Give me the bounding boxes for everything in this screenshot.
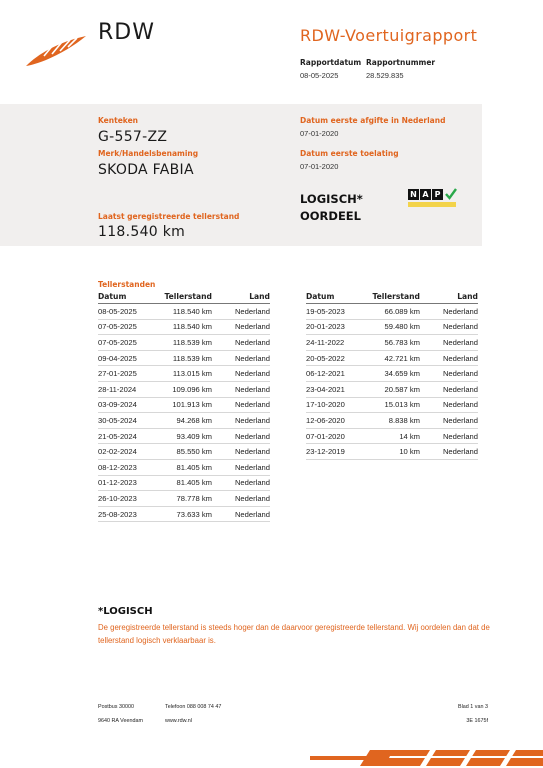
reading-country: Nederland: [420, 319, 478, 335]
reading-date: 07-05-2025: [98, 319, 162, 335]
reading-country: Nederland: [212, 350, 270, 366]
reading-country: Nederland: [420, 335, 478, 351]
reading-country: Nederland: [212, 335, 270, 351]
reading-odometer: 20.587 km: [370, 381, 420, 397]
odometer-value: 118.540 km: [98, 224, 186, 240]
first-registration-nl-label: Datum eerste afgifte in Nederland: [300, 116, 446, 125]
table-row: [98, 413, 270, 429]
table-row: [306, 350, 478, 366]
reading-country: Nederland: [212, 319, 270, 335]
table-row: [306, 366, 478, 382]
reading-odometer: 81.405 km: [162, 475, 212, 491]
table-row: [98, 350, 270, 366]
table-row: [306, 413, 478, 429]
plate-label: Kenteken: [98, 116, 138, 125]
plate-value: G-557-ZZ: [98, 129, 168, 145]
reading-country: Nederland: [212, 366, 270, 382]
table-row: [306, 304, 478, 320]
note-text: De geregistreerde tellerstand is steeds hoger dan de daarvoor geregistreerde tellerstand. Wij oordelen dan dat de tellerstand logisch verklaarbaar is.: [98, 623, 490, 645]
footer-address-2: 9640 RA Veendam: [98, 718, 143, 724]
col-odometer-header: Tellerstand: [162, 292, 212, 304]
reading-date: 26-10-2023: [98, 491, 162, 507]
reading-odometer: 93.409 km: [162, 428, 212, 444]
col-country-header: Land: [420, 292, 478, 304]
table-row: [98, 335, 270, 351]
table-row: [98, 366, 270, 382]
reading-date: 01-12-2023: [98, 475, 162, 491]
reading-date: 03-09-2024: [98, 397, 162, 413]
table-header-row: [306, 292, 478, 304]
col-date-header: Datum: [98, 292, 162, 304]
reading-odometer: 101.913 km: [162, 397, 212, 413]
footer-website: www.rdw.nl: [165, 718, 192, 724]
reading-date: 27-01-2025: [98, 366, 162, 382]
reading-odometer: 109.096 km: [162, 381, 212, 397]
table-row: [306, 335, 478, 351]
reading-odometer: 56.783 km: [370, 335, 420, 351]
reading-country: Nederland: [212, 413, 270, 429]
reading-country: Nederland: [212, 475, 270, 491]
reading-country: Nederland: [212, 381, 270, 397]
reading-odometer: 113.015 km: [162, 366, 212, 382]
checkmark-icon: [444, 187, 458, 201]
reading-date: 09-04-2025: [98, 350, 162, 366]
first-admission-value: 07-01-2020: [300, 162, 339, 171]
reading-country: Nederland: [420, 397, 478, 413]
reading-country: Nederland: [212, 397, 270, 413]
odometer-label: Laatst geregistreerde tellerstand: [98, 212, 240, 221]
reading-date: 23-04-2021: [306, 381, 370, 397]
table-row: [306, 428, 478, 444]
footer-address-1: Postbus 30000: [98, 704, 134, 710]
reading-odometer: 118.540 km: [162, 304, 212, 320]
reading-date: 20-01-2023: [306, 319, 370, 335]
reading-date: 30-05-2024: [98, 413, 162, 429]
table-row: [306, 319, 478, 335]
reading-odometer: 42.721 km: [370, 350, 420, 366]
report-number-value: 28.529.835: [366, 71, 404, 80]
table-row: [306, 397, 478, 413]
reading-odometer: 118.540 km: [162, 319, 212, 335]
reading-odometer: 14 km: [370, 428, 420, 444]
footer-code: 3E 1675f: [466, 718, 488, 724]
reading-date: 28-11-2024: [98, 381, 162, 397]
reading-country: Nederland: [212, 428, 270, 444]
readings-title: Tellerstanden: [98, 280, 156, 289]
footer-page: Blad 1 van 3: [458, 704, 488, 710]
footer-phone: Telefoon 088 008 74 47: [165, 704, 222, 710]
table-row: [306, 381, 478, 397]
reading-odometer: 85.550 km: [162, 444, 212, 460]
reading-country: Nederland: [420, 381, 478, 397]
table-row: [98, 397, 270, 413]
verdict-line-1: LOGISCH*: [300, 192, 363, 206]
reading-odometer: 118.539 km: [162, 335, 212, 351]
nap-letter-n: N: [408, 189, 419, 200]
reading-date: 12-06-2020: [306, 413, 370, 429]
reading-odometer: 34.659 km: [370, 366, 420, 382]
reading-odometer: 8.838 km: [370, 413, 420, 429]
footer-stripes-decoration: [310, 744, 543, 768]
reading-country: Nederland: [420, 444, 478, 460]
report-number-label: Rapportnummer: [366, 58, 436, 67]
readings-table-right: [306, 292, 478, 460]
reading-country: Nederland: [212, 506, 270, 522]
reading-date: 08-05-2025: [98, 304, 162, 320]
reading-country: Nederland: [212, 304, 270, 320]
table-header-row: [98, 292, 270, 304]
reading-country: Nederland: [212, 491, 270, 507]
table-row: [98, 428, 270, 444]
reading-odometer: 73.633 km: [162, 506, 212, 522]
reading-odometer: 66.089 km: [370, 304, 420, 320]
table-row: [98, 444, 270, 460]
table-row: [98, 459, 270, 475]
reading-odometer: 78.778 km: [162, 491, 212, 507]
reading-date: 17-10-2020: [306, 397, 370, 413]
reading-date: 25-08-2023: [98, 506, 162, 522]
reading-odometer: 59.480 km: [370, 319, 420, 335]
reading-date: 08-12-2023: [98, 459, 162, 475]
reading-date: 02-02-2024: [98, 444, 162, 460]
make-label: Merk/Handelsbenaming: [98, 149, 199, 158]
col-country-header: Land: [212, 292, 270, 304]
table-row: [98, 381, 270, 397]
reading-date: 21-05-2024: [98, 428, 162, 444]
table-row: [98, 475, 270, 491]
nap-letter-a: A: [420, 189, 431, 200]
note-title: *LOGISCH: [98, 606, 153, 617]
readings-table-left: [98, 292, 270, 522]
table-row: [98, 319, 270, 335]
reading-date: 19-05-2023: [306, 304, 370, 320]
reading-date: 07-01-2020: [306, 428, 370, 444]
report-date-value: 08-05-2025: [300, 71, 339, 80]
reading-odometer: 10 km: [370, 444, 420, 460]
table-row: [306, 444, 478, 460]
reading-date: 24-11-2022: [306, 335, 370, 351]
reading-country: Nederland: [420, 428, 478, 444]
nap-bar: [408, 202, 456, 207]
brand-name: RDW: [98, 20, 155, 45]
reading-odometer: 81.405 km: [162, 459, 212, 475]
reading-odometer: 94.268 km: [162, 413, 212, 429]
col-date-header: Datum: [306, 292, 370, 304]
reading-country: Nederland: [420, 304, 478, 320]
make-value: SKODA FABIA: [98, 162, 194, 178]
report-title: RDW-Voertuigrapport: [300, 26, 478, 45]
report-date-label: Rapportdatum: [300, 58, 362, 67]
verdict-line-2: OORDEEL: [300, 209, 361, 223]
reading-date: 23-12-2019: [306, 444, 370, 460]
reading-date: 06-12-2021: [306, 366, 370, 382]
rdw-logo-icon: [24, 34, 90, 68]
nap-badge: [408, 189, 456, 207]
reading-country: Nederland: [212, 459, 270, 475]
first-admission-label: Datum eerste toelating: [300, 149, 399, 158]
table-row: [98, 506, 270, 522]
reading-date: 07-05-2025: [98, 335, 162, 351]
table-row: [98, 304, 270, 320]
reading-country: Nederland: [212, 444, 270, 460]
col-odometer-header: Tellerstand: [370, 292, 420, 304]
reading-odometer: 118.539 km: [162, 350, 212, 366]
reading-odometer: 15.013 km: [370, 397, 420, 413]
nap-letter-p: P: [432, 189, 443, 200]
table-row: [98, 491, 270, 507]
vehicle-summary-panel: [0, 104, 482, 246]
reading-date: 20-05-2022: [306, 350, 370, 366]
reading-country: Nederland: [420, 366, 478, 382]
first-registration-nl-value: 07-01-2020: [300, 129, 339, 138]
reading-country: Nederland: [420, 413, 478, 429]
reading-country: Nederland: [420, 350, 478, 366]
